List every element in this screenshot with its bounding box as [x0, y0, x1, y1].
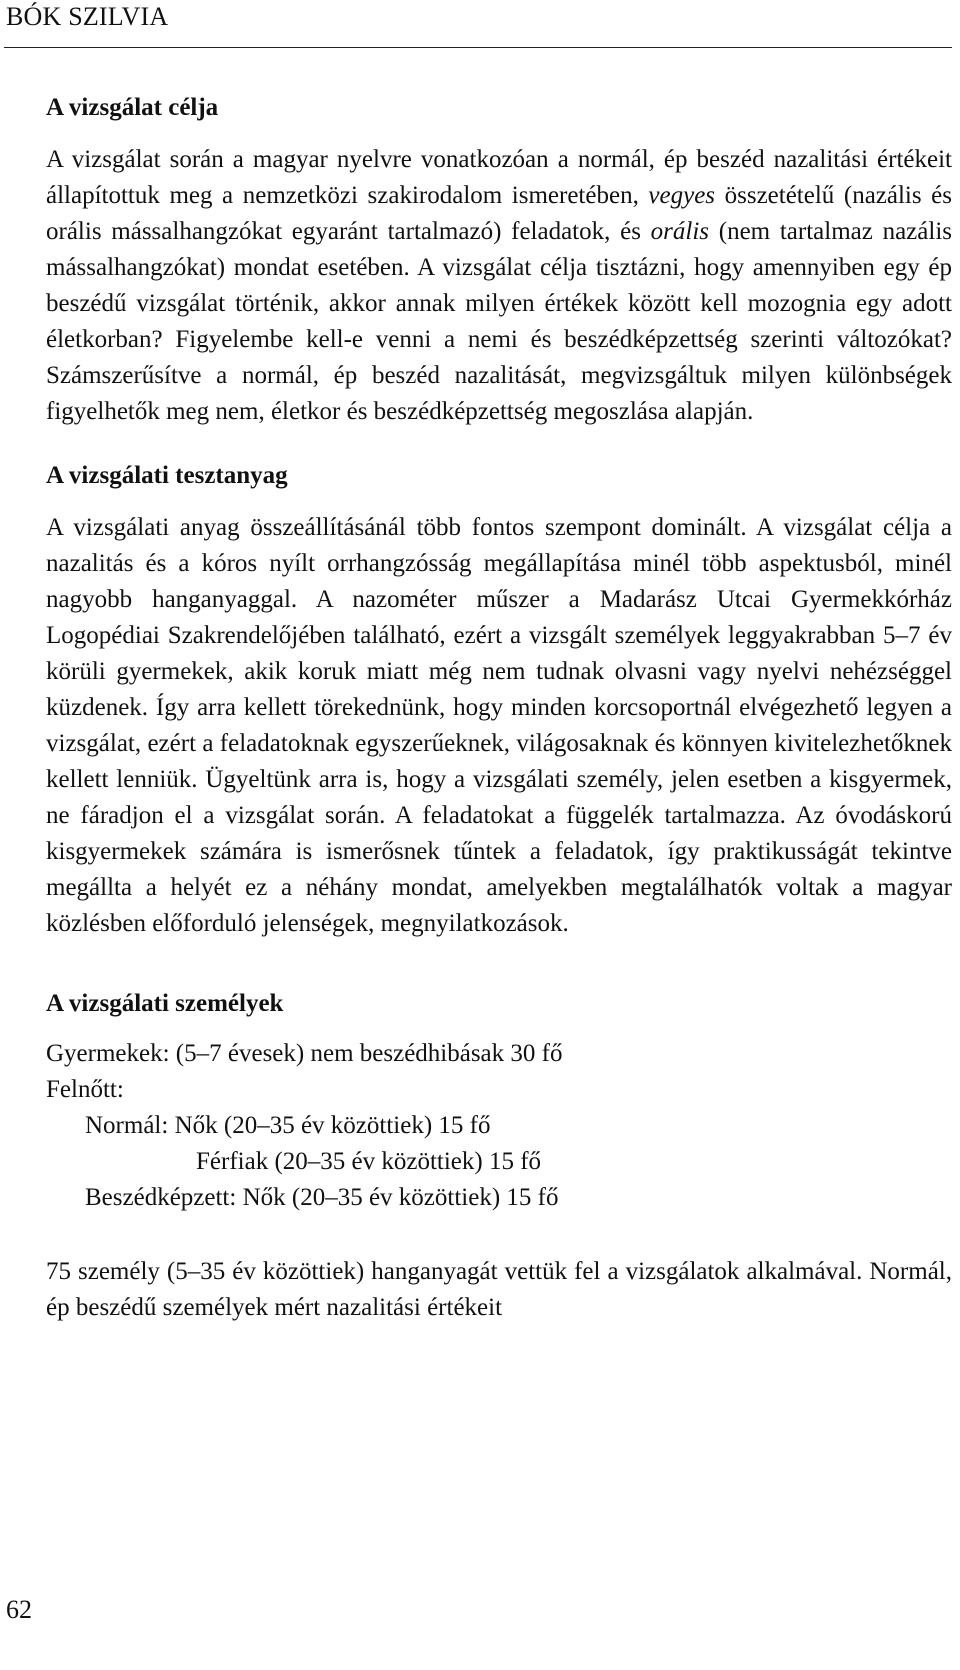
- page-number: 62: [6, 1595, 32, 1624]
- paragraph-aim-part-a: A vizsgálat során a magyar nyelvre vonatkozóan a normál, ép beszéd nazalitási értékeit állapítottuk meg a nemzetközi szakirodalom ismeretében,: [46, 146, 952, 209]
- section-heading-aim: A vizsgálat célja: [46, 94, 219, 121]
- section-heading-subjects: A vizsgálati személyek: [46, 990, 284, 1017]
- paragraph-aim: [46, 142, 952, 430]
- list-item-normal-women: Normál: Nők (20–35 év közöttiek) 15 fő: [85, 1112, 491, 1139]
- running-head: BÓK SZILVIA: [6, 2, 169, 31]
- header-rule: [4, 47, 952, 48]
- list-item-children: Gyermekek: (5–7 évesek) nem beszédhibásak 30 fő: [46, 1040, 563, 1067]
- section-heading-test-material: A vizsgálati tesztanyag: [46, 462, 288, 489]
- subjects-list: [46, 1036, 952, 1216]
- paragraph-aim-part-b: összetételű (nazális és orális mássalhangzókat egyaránt tartalmazó) feladatok, és: [46, 182, 953, 245]
- list-item-trained-women: Beszédképzett: Nők (20–35 év közöttiek) 15 fő: [85, 1184, 559, 1211]
- emphasis-vegyes: vegyes: [648, 182, 716, 209]
- list-item-normal-men: Férfiak (20–35 év közöttiek) 15 fő: [196, 1148, 542, 1175]
- paragraph-test-material: A vizsgálati anyag összeállításánál több fontos szempont dominált. A vizsgálat célja a nazalitás és a kóros nyílt orrhangzósság megállapítása minél több aspektusból, minél nagyobb hanganyaggal. A nazométer műszer a Madarász Utcai Gyermekkórház Logopédiai Szakrendelőjében található, ezért a vizsgált személyek leggyakrabban 5–7 év körüli gyermekek, akik koruk miatt még nem tudnak olvasni vagy nyelvi nehézséggel küzdenek. Így arra kellett törekednünk, hogy minden korcsoportnál elvégezhető legyen a vizsgálat, ezért a feladatoknak egyszerűeknek, világosaknak és könnyen kivitelezhetőknek kellett lenniük. Ügyeltünk arra is, hogy a vizsgálati személy, jelen esetben a kisgyermek, ne fáradjon el a vizsgálat során. A feladatokat a függelék tartalmazza. Az óvodáskorú kisgyermekek számára is ismerősnek tűntek a feladatok, így praktikusságát tekintve megállta a helyét ez a néhány mondat, amelyekben megtalálhatók voltak a magyar közlésben előforduló jelenségek, megnyilatkozások.: [46, 514, 952, 937]
- page-body: [46, 84, 952, 1326]
- list-item-adults: Felnőtt:: [46, 1076, 124, 1103]
- paragraph-subjects: 75 személy (5–35 év közöttiek) hanganyagát vettük fel a vizsgálatok alkalmával. Normál, ép beszédű személyek mért nazalitási értékeit: [46, 1258, 952, 1321]
- paragraph-aim-part-c: (nem tartalmaz nazális mássalhangzókat) mondat esetében. A vizsgálat célja tisztázni, hogy amennyiben egy ép beszédű vizsgálat történik, akkor annak milyen értékek között kell mozognia egy adott életkorban? Figyelembe kell-e venni a nemi és beszédképzettség szerinti változókat? Számszerűsítve a normál, ép beszéd nazalitását, megvizsgáltuk milyen különbségek figyelhetők meg nem, életkor és beszédképzettség megoszlása alapján.: [46, 218, 952, 425]
- emphasis-oralis: orális: [650, 218, 710, 245]
